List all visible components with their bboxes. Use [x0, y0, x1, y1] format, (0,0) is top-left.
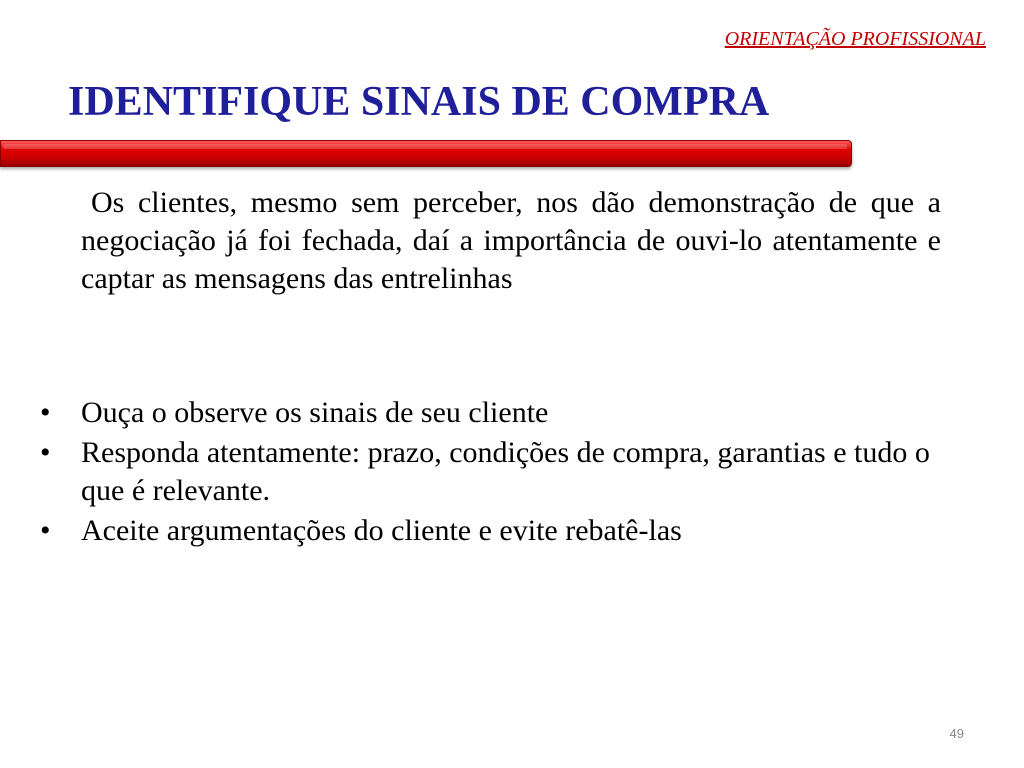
intro-paragraph: Os clientes, mesmo sem perceber, nos dão demonstração de que a negociação já foi fechada, daí a importância de ouvi-lo atentamente e captar as mensagens das entrelinhas [81, 186, 941, 295]
bullet-marker: • [40, 396, 51, 429]
bullet-text: Aceite argumentações do cliente e evite rebatê-las [81, 514, 682, 547]
bullet-list [40, 394, 940, 552]
bullet-marker: • [40, 436, 51, 469]
bullet-item [40, 512, 940, 550]
title-underline-bar [0, 140, 852, 167]
bullet-item [40, 434, 940, 510]
bullet-marker: • [40, 514, 51, 547]
page-number: 49 [949, 726, 964, 741]
slide-header: ORIENTAÇÃO PROFISSIONAL [724, 28, 986, 50]
bullet-item [40, 394, 940, 432]
slide-title: IDENTIFIQUE SINAIS DE COMPRA [68, 79, 770, 125]
bullet-text: Responda atentamente: prazo, condições de compra, garantias e tudo o que é relevante. [81, 436, 930, 507]
bullet-text: Ouça o observe os sinais de seu cliente [81, 396, 549, 429]
